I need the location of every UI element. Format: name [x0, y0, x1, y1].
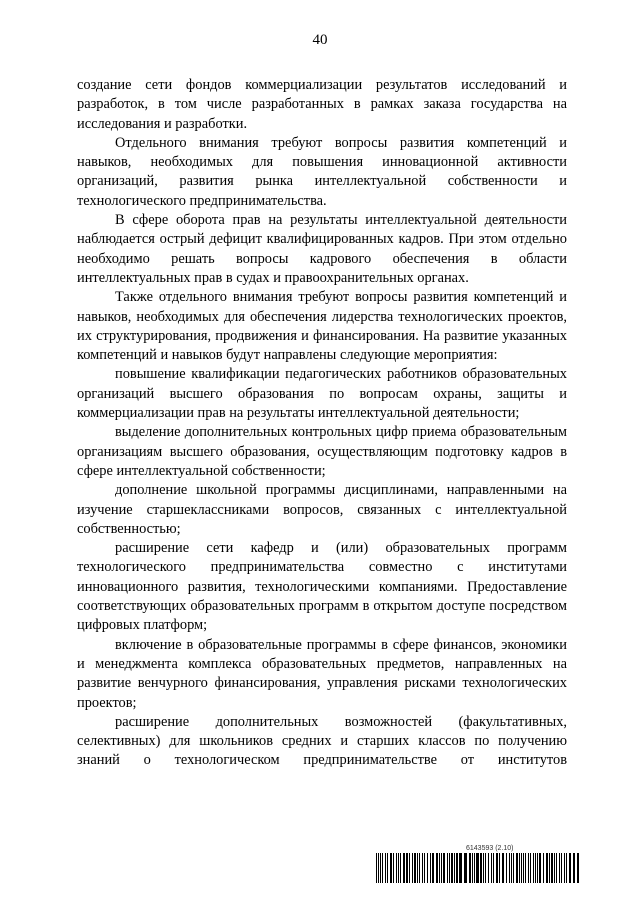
list-item-school-program: дополнение школьной программы дисциплинами, направленными на изучение старшеклассниками вопросов, связанных с интеллектуальной собственностью;: [77, 482, 567, 537]
list-item-teacher-training: повышение квалификации педагогических работников образовательных организаций высшего образования по вопросам охраны, защиты и коммерциализации прав на результаты интеллектуальной деятельности;: [77, 366, 567, 422]
barcode-image: [376, 853, 579, 883]
paragraph-staff-deficit: В сфере оборота прав на результаты интеллектуальной деятельности наблюдается острый дефицит квалифицированных кадров. При этом отдельно необходимо решать вопросы кадрового обеспечения в области интеллектуальных прав в судах и правоохранительных органах.: [77, 212, 567, 286]
page-number: 40: [312, 32, 328, 48]
list-item-departments-network: расширение сети кафедр и (или) образовательных программ технологического предпринимательства совместно с институтами инновационного развития, технологическими компаниями. Предоставление соответствующих образовательных программ в открытом доступе посредством цифровых платформ;: [77, 540, 567, 634]
document-code: 6143593 (2.10): [466, 845, 514, 852]
list-item-extra-opportunities: расширение дополнительных возможностей (факультативных, селективных) для школьников средних и старших классов по получению знаний о технологическом предпринимательстве от институтов: [77, 713, 567, 769]
paragraph-measures-intro: Также отдельного внимания требуют вопросы развития компетенций и навыков, необходимых для обеспечения лидерства технологических проектов, их структурирования, продвижения и финансирования. На развитие указанных компетенций и навыков будут направлены следующие мероприятия:: [77, 289, 567, 364]
list-item-admission-quotas: выделение дополнительных контрольных цифр приема образовательным организациям высшего образования, осуществляющим подготовку кадров в сфере интеллектуальной собственности;: [77, 424, 567, 479]
body-text: [77, 76, 567, 771]
paragraph-continuation: создание сети фондов коммерциализации результатов исследований и разработок, в том числе разработанных в рамках заказа государства на исследования и разработки.: [77, 77, 567, 132]
paragraph-competencies-innovation: Отдельного внимания требуют вопросы развития компетенций и навыков, необходимых для повышения инновационной активности организаций, развития рынка интеллектуальной собственности и технологического предпринимательства.: [77, 134, 567, 209]
list-item-finance-programs: включение в образовательные программы в сфере финансов, экономики и менеджмента комплекса образовательных предметов, направленных на развитие венчурного финансирования, управления рисками технологических проектов;: [77, 636, 567, 711]
